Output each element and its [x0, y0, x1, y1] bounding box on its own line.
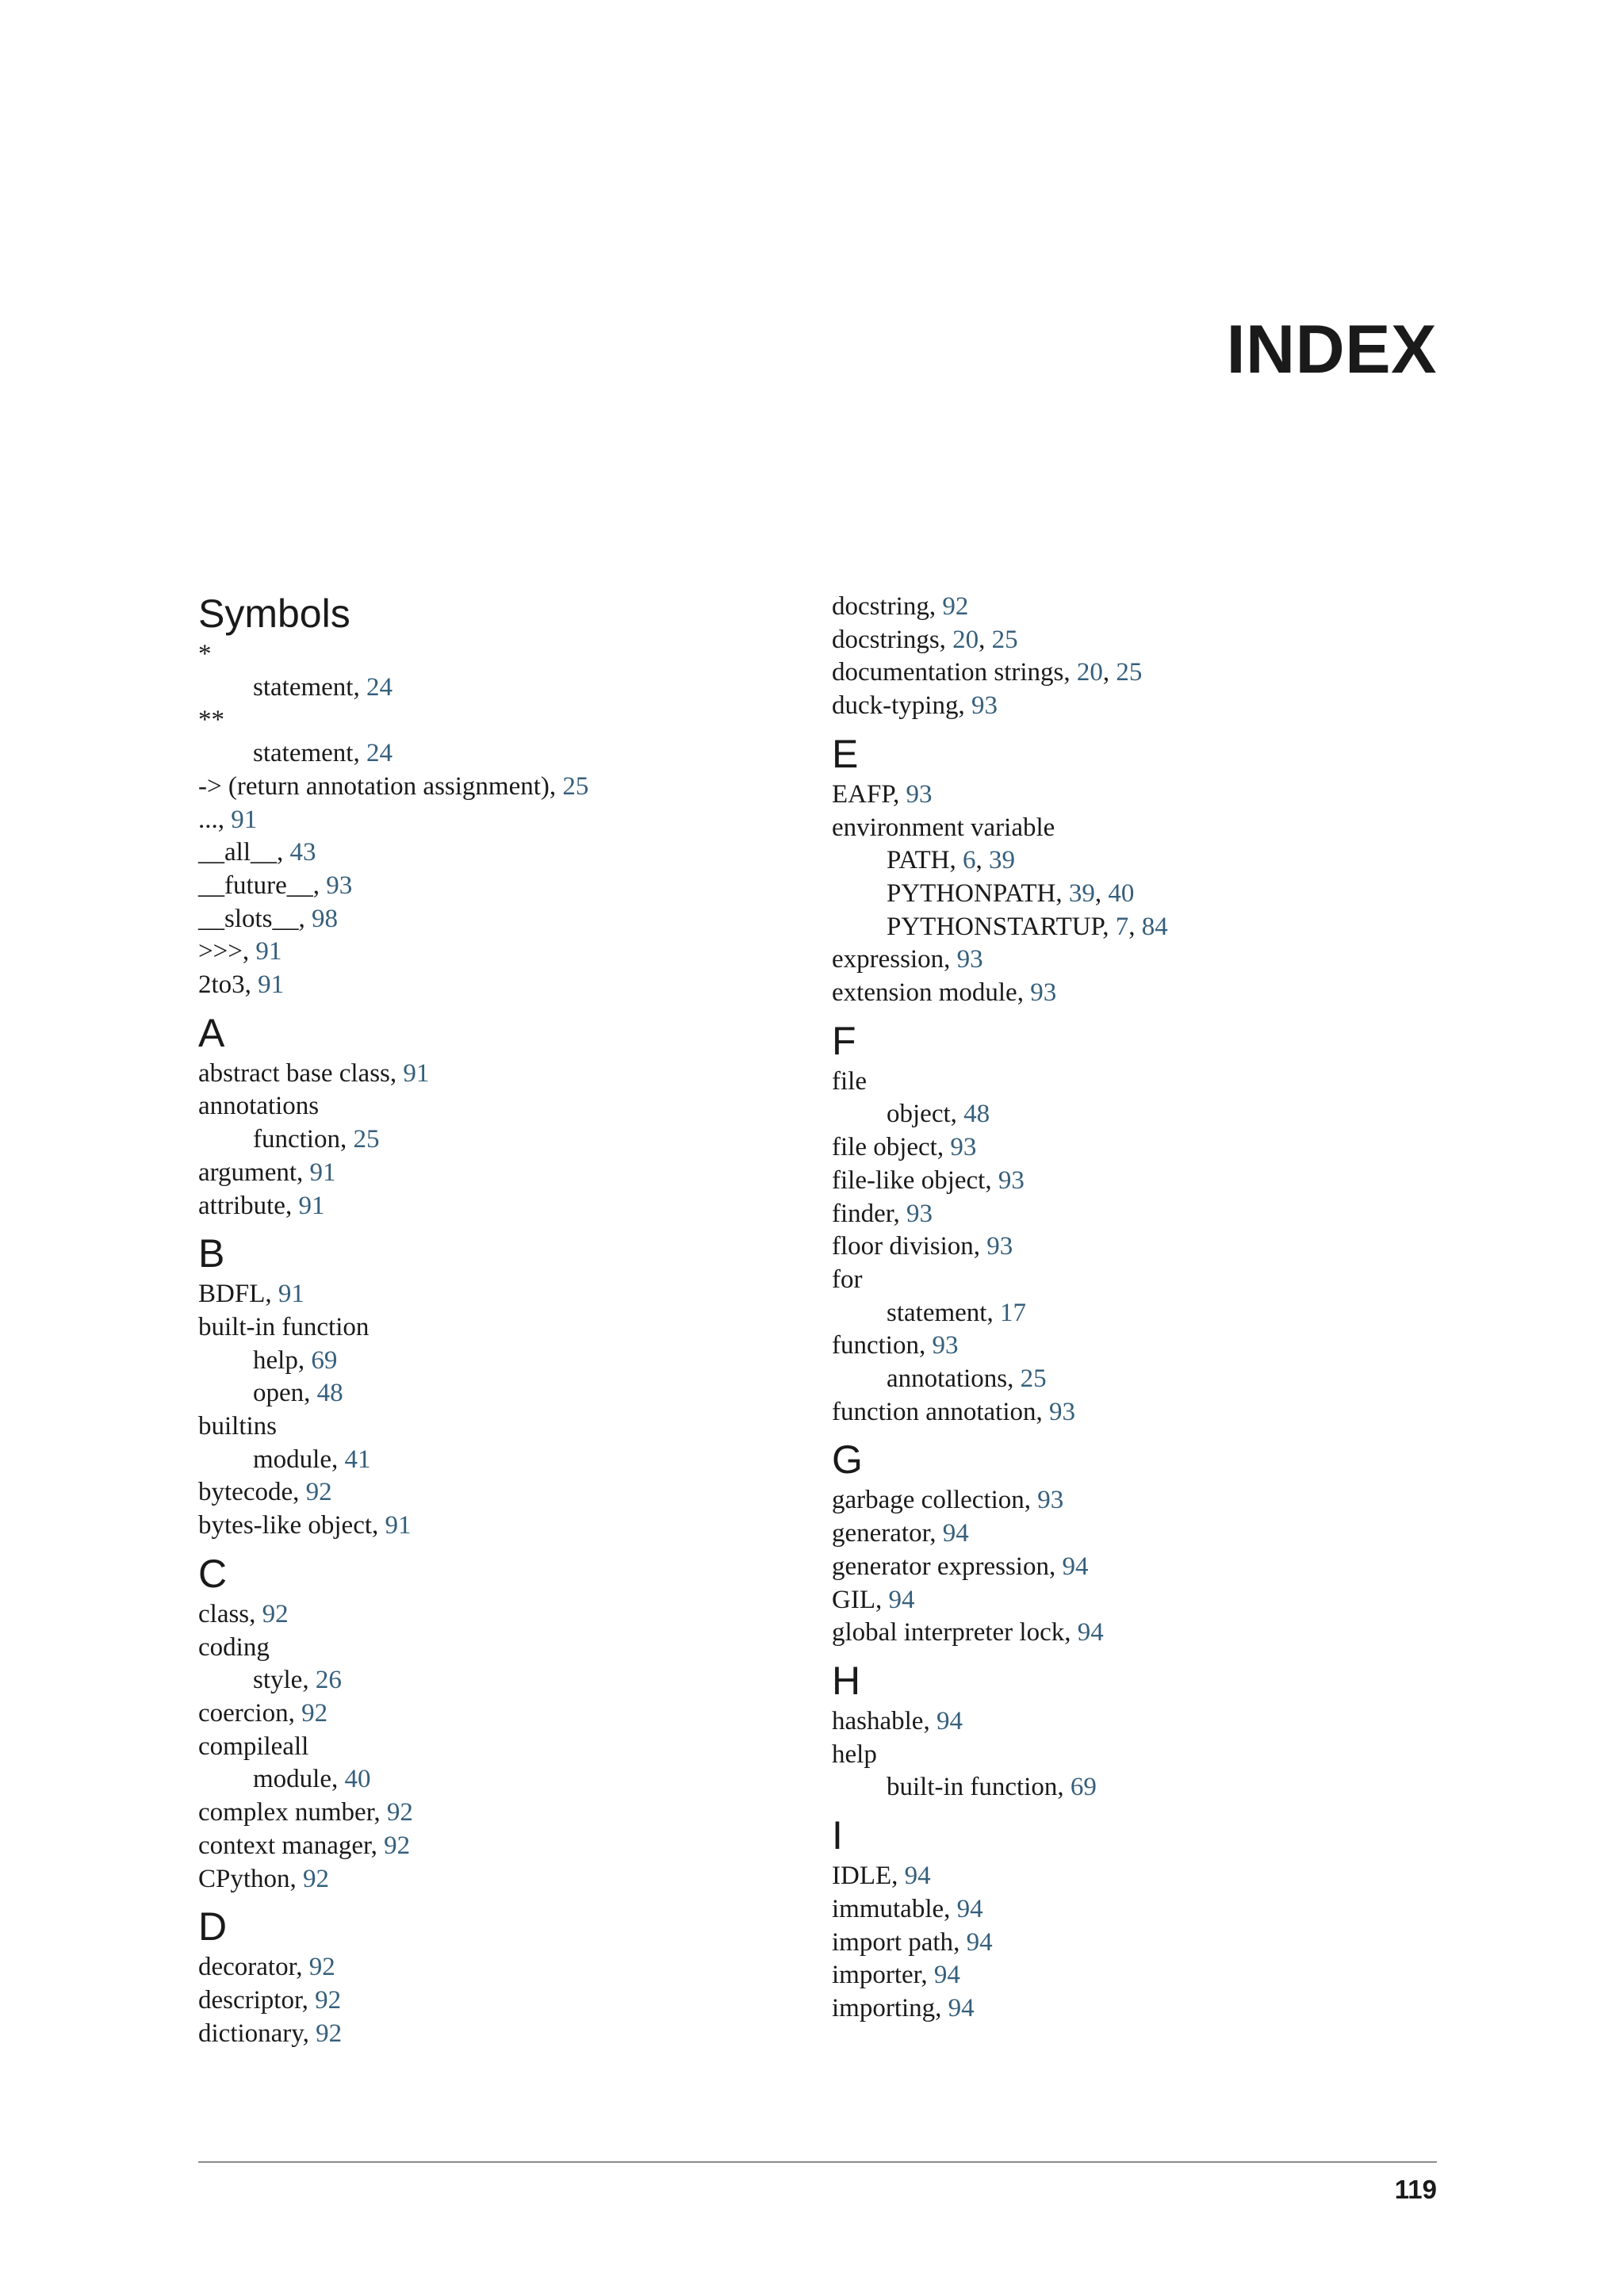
index-entry: __slots__, 98 — [198, 904, 339, 933]
index-subentry: help, 69 — [253, 1345, 338, 1375]
page-reference-link[interactable]: 25 — [562, 771, 589, 801]
page-reference-link[interactable]: 39 — [1068, 878, 1095, 908]
page-reference-link[interactable]: 43 — [289, 838, 316, 867]
index-entry: extension module, 93 — [832, 978, 1057, 1008]
index-term: module — [253, 1445, 331, 1474]
index-term: EAFP — [832, 779, 894, 809]
page-reference-link[interactable]: 94 — [888, 1585, 915, 1614]
page-reference-link[interactable]: 92 — [315, 1985, 342, 2015]
index-term: documentation strings — [832, 658, 1064, 687]
index-entry: floor division, 93 — [832, 1232, 1013, 1261]
index-term: __future__ — [198, 871, 313, 900]
index-term: garbage collection — [832, 1486, 1025, 1515]
index-term: BDFL — [198, 1280, 266, 1309]
index-subentry: annotations, 25 — [887, 1364, 1047, 1394]
index-term: coercion — [198, 1698, 289, 1728]
index-entry: coercion, 92 — [198, 1698, 328, 1728]
index-entry — [832, 812, 1434, 845]
index-entry: immutable, 94 — [832, 1894, 983, 1923]
index-entry — [198, 1410, 801, 1444]
page-reference-link[interactable]: 91 — [278, 1280, 304, 1309]
page-reference-link[interactable]: 92 — [316, 2019, 343, 2048]
index-entry: IDLE, 94 — [832, 1862, 931, 1891]
index-term: PYTHONPATH — [887, 878, 1056, 908]
index-entry: class, 92 — [198, 1599, 289, 1628]
page-reference-link[interactable]: 93 — [906, 779, 933, 809]
index-entry: hashable, 94 — [832, 1706, 963, 1735]
index-term: PYTHONSTARTUP — [887, 912, 1103, 941]
index-entry — [198, 704, 801, 737]
index-entry — [832, 1739, 1434, 1772]
index-section-continued — [832, 591, 1434, 723]
page-reference-link[interactable]: 91 — [258, 970, 285, 1000]
index-term: __slots__ — [198, 904, 299, 933]
index-entry: descriptor, 92 — [198, 1985, 342, 2015]
index-section-i — [832, 1812, 1434, 2026]
index-entry: docstrings, 20, 25 — [832, 625, 1018, 654]
index-term: PATH — [887, 846, 950, 875]
index-entry: 2to3, 91 — [198, 970, 285, 1000]
index-entry: generator, 94 — [832, 1519, 969, 1548]
index-entry: __all__, 43 — [198, 838, 316, 867]
index-entry: expression, 93 — [832, 945, 983, 974]
index-term: object — [887, 1100, 951, 1129]
index-entry: importing, 94 — [832, 1993, 975, 2022]
index-term: function — [253, 1125, 340, 1154]
index-term: descriptor — [198, 1985, 302, 2015]
index-term: annotations — [198, 1092, 320, 1121]
index-term: help — [253, 1345, 298, 1375]
index-term: import path — [832, 1927, 954, 1957]
page-reference-link[interactable]: 93 — [932, 1331, 959, 1360]
index-entry: function annotation, 93 — [832, 1397, 1076, 1426]
index-term: GIL — [832, 1585, 875, 1614]
index-entry: argument, 91 — [198, 1158, 336, 1187]
index-entry: file-like object, 93 — [832, 1165, 1025, 1195]
page-reference-link[interactable]: 41 — [344, 1445, 371, 1474]
page-reference-link[interactable]: 94 — [904, 1862, 931, 1891]
page-reference-link[interactable]: 91 — [403, 1058, 430, 1088]
index-term: duck-typing — [832, 691, 959, 721]
index-entry: importer, 94 — [832, 1961, 960, 1990]
index-term: * — [198, 640, 212, 668]
index-entry: ..., 91 — [198, 805, 258, 834]
section-heading: E — [832, 731, 859, 776]
page-reference-link[interactable]: 25 — [991, 625, 1018, 654]
index-term: file-like object — [832, 1165, 986, 1195]
index-entry: docstring, 92 — [832, 592, 969, 621]
index-entry: attribute, 91 — [198, 1191, 325, 1220]
index-section-c — [198, 1551, 801, 1896]
index-term: importing — [832, 1993, 936, 2022]
index-subentry: statement, 17 — [887, 1298, 1026, 1327]
index-section-h — [832, 1658, 1434, 1804]
index-term: immutable — [832, 1894, 944, 1923]
section-heading: H — [832, 1658, 861, 1703]
index-subentry: PYTHONPATH, 39, 40 — [887, 878, 1135, 908]
index-term: generator expression — [832, 1552, 1049, 1581]
index-term: class — [198, 1599, 250, 1628]
index-term: statement — [253, 672, 354, 702]
page-reference-link[interactable]: 48 — [963, 1100, 990, 1129]
index-term: 2to3 — [198, 970, 245, 1000]
section-heading: B — [198, 1231, 225, 1276]
page-reference-link[interactable]: 69 — [1070, 1773, 1097, 1802]
index-term: bytes-like object — [198, 1511, 373, 1540]
page-reference-link[interactable]: 94 — [956, 1894, 983, 1923]
index-term: attribute — [198, 1191, 285, 1220]
page-reference-link[interactable]: 91 — [385, 1511, 412, 1540]
index-entry — [198, 638, 801, 672]
index-entry: >>>, 91 — [198, 937, 282, 966]
index-entry — [198, 1731, 801, 1764]
section-heading: I — [832, 1813, 843, 1858]
page-reference-link[interactable]: 94 — [966, 1927, 993, 1957]
index-entry — [832, 1264, 1434, 1297]
page-reference-link[interactable]: 6 — [963, 846, 976, 875]
index-entry: documentation strings, 20, 25 — [832, 658, 1143, 687]
page-reference-link[interactable]: 17 — [999, 1298, 1026, 1327]
index-term: built-in function — [887, 1773, 1058, 1802]
index-section-f — [832, 1018, 1434, 1429]
index-term: >>> — [198, 937, 243, 966]
page-reference-link[interactable]: 48 — [316, 1379, 343, 1408]
page-reference-link[interactable]: 93 — [1049, 1397, 1076, 1426]
section-heading: G — [832, 1437, 863, 1483]
index-entry — [198, 1632, 801, 1665]
index-subentry: function, 25 — [253, 1125, 380, 1154]
page-reference-link[interactable]: 93 — [326, 871, 353, 900]
page-reference-link[interactable]: 40 — [344, 1765, 371, 1794]
index-term: built-in function — [198, 1312, 370, 1341]
index-entry: EAFP, 93 — [832, 779, 933, 809]
page-reference-link[interactable]: 93 — [906, 1199, 933, 1228]
index-term: builtins — [198, 1412, 278, 1441]
index-term: ** — [198, 706, 224, 735]
index-column-left — [198, 591, 801, 2050]
index-entry: bytes-like object, 91 — [198, 1511, 412, 1540]
index-term: for — [832, 1265, 863, 1294]
page-reference-link[interactable]: 94 — [933, 1961, 960, 1990]
index-term: IDLE — [832, 1862, 892, 1891]
index-subentry: built-in function, 69 — [887, 1773, 1097, 1802]
page-reference-link[interactable]: 93 — [971, 691, 998, 721]
index-entry: global interpreter lock, 94 — [832, 1618, 1104, 1647]
index-term: context manager — [198, 1831, 371, 1860]
index-term: extension module — [832, 978, 1017, 1008]
page-reference-link[interactable]: 98 — [312, 904, 339, 933]
index-entry: decorator, 92 — [198, 1953, 335, 1982]
index-entry: garbage collection, 93 — [832, 1486, 1064, 1515]
section-heading: C — [198, 1551, 228, 1596]
index-term: docstring — [832, 592, 929, 621]
section-heading: Symbols — [198, 591, 350, 636]
page-reference-link[interactable]: 93 — [950, 1133, 977, 1162]
page-reference-link[interactable]: 94 — [936, 1706, 963, 1735]
index-subentry: object, 48 — [887, 1100, 990, 1129]
index-entry — [832, 1066, 1434, 1099]
index-entry: generator expression, 94 — [832, 1552, 1089, 1581]
page-reference-link[interactable]: 93 — [986, 1232, 1013, 1261]
page-reference-link[interactable]: 25 — [353, 1125, 380, 1154]
page-number: 119 — [1394, 2175, 1437, 2204]
page-reference-link[interactable]: 92 — [386, 1798, 413, 1827]
page-reference-link[interactable]: 25 — [1116, 658, 1143, 687]
page-reference-link[interactable]: 84 — [1141, 912, 1168, 941]
page-reference-link[interactable]: 40 — [1108, 878, 1135, 908]
index-term: argument — [198, 1158, 297, 1187]
page-reference-link[interactable]: 93 — [1037, 1486, 1064, 1515]
index-column-right — [832, 591, 1434, 2026]
index-entry — [198, 1311, 801, 1345]
index-term: bytecode — [198, 1478, 293, 1507]
index-term: file — [832, 1066, 867, 1096]
index-term: expression — [832, 945, 944, 974]
index-term: CPython — [198, 1864, 290, 1893]
index-entry: GIL, 94 — [832, 1585, 915, 1614]
footer-divider — [198, 2161, 1437, 2163]
index-subentry: statement, 24 — [253, 672, 393, 702]
index-section-b — [198, 1230, 801, 1543]
index-term: environment variable — [832, 813, 1055, 842]
index-term: -> (return annotation assignment) — [198, 771, 550, 801]
page-reference-link[interactable]: 24 — [366, 739, 393, 768]
page-reference-link[interactable]: 94 — [942, 1519, 969, 1548]
index-entry: -> (return annotation assignment), 25 — [198, 771, 589, 801]
page-reference-link[interactable]: 26 — [315, 1666, 342, 1695]
index-entry — [198, 1090, 801, 1123]
page-reference-link[interactable]: 93 — [1030, 978, 1057, 1008]
index-term: style — [253, 1666, 303, 1695]
index-term: global interpreter lock — [832, 1618, 1065, 1647]
index-entry: dictionary, 92 — [198, 2019, 343, 2048]
page-reference-link[interactable]: 91 — [298, 1191, 325, 1220]
index-subentry: PATH, 6, 39 — [887, 846, 1015, 875]
page-reference-link[interactable]: 92 — [303, 1864, 330, 1893]
index-term: open — [253, 1379, 304, 1408]
index-term: dictionary — [198, 2019, 303, 2048]
index-term: compileall — [198, 1732, 309, 1761]
index-section-symbols — [198, 591, 801, 1002]
index-term: abstract base class — [198, 1058, 390, 1088]
index-term: statement — [253, 739, 354, 768]
index-term: module — [253, 1765, 331, 1794]
page-reference-link[interactable]: 92 — [301, 1698, 328, 1728]
index-term: ... — [198, 805, 218, 834]
page-reference-link[interactable]: 92 — [262, 1599, 289, 1628]
index-term: hashable — [832, 1706, 924, 1735]
section-heading: D — [198, 1904, 228, 1950]
section-heading: F — [832, 1018, 856, 1063]
index-subentry: statement, 24 — [253, 739, 393, 768]
index-entry: function, 93 — [832, 1331, 959, 1360]
page-reference-link[interactable]: 92 — [384, 1831, 411, 1860]
index-entry: complex number, 92 — [198, 1798, 413, 1827]
index-entry: bytecode, 92 — [198, 1478, 332, 1507]
index-subentry: style, 26 — [253, 1666, 342, 1695]
index-term: function — [832, 1331, 919, 1360]
index-entry: CPython, 92 — [198, 1864, 330, 1893]
index-term: function annotation — [832, 1397, 1036, 1426]
index-term: decorator — [198, 1953, 297, 1982]
index-subentry: open, 48 — [253, 1379, 343, 1408]
page-reference-link[interactable]: 91 — [309, 1158, 336, 1187]
index-term: annotations — [887, 1364, 1008, 1394]
index-entry: file object, 93 — [832, 1133, 977, 1162]
page-reference-link[interactable]: 94 — [948, 1993, 975, 2022]
index-entry: __future__, 93 — [198, 871, 353, 900]
index-entry: abstract base class, 91 — [198, 1058, 430, 1088]
index-term: generator — [832, 1519, 930, 1548]
page-reference-link[interactable]: 91 — [255, 937, 282, 966]
index-section-a — [198, 1010, 801, 1223]
page-reference-link[interactable]: 93 — [956, 945, 983, 974]
page-reference-link[interactable]: 92 — [305, 1478, 332, 1507]
index-term: file object — [832, 1133, 937, 1162]
index-term: docstrings — [832, 625, 940, 654]
page-reference-link[interactable]: 91 — [231, 805, 258, 834]
page-reference-link[interactable]: 25 — [1020, 1364, 1047, 1394]
index-entry: context manager, 92 — [198, 1831, 411, 1860]
page-reference-link[interactable]: 92 — [942, 592, 969, 621]
page-reference-link[interactable]: 20 — [952, 625, 979, 654]
index-term: help — [832, 1739, 877, 1769]
section-heading: A — [198, 1010, 225, 1055]
page-reference-link[interactable]: 93 — [998, 1165, 1025, 1195]
index-term: __all__ — [198, 838, 277, 867]
page-reference-link[interactable]: 94 — [1062, 1552, 1089, 1581]
index-term: finder — [832, 1199, 894, 1228]
page-reference-link[interactable]: 7 — [1115, 912, 1129, 941]
index-term: importer — [832, 1961, 921, 1990]
index-entry: finder, 93 — [832, 1199, 933, 1228]
page-reference-link[interactable]: 92 — [308, 1953, 335, 1982]
index-section-e — [832, 731, 1434, 1010]
page-title: INDEX — [1226, 312, 1437, 388]
page-reference-link[interactable]: 94 — [1077, 1618, 1104, 1647]
index-subentry: module, 40 — [253, 1765, 371, 1794]
index-entry: import path, 94 — [832, 1927, 993, 1957]
index-section-g — [832, 1437, 1434, 1650]
index-term: complex number — [198, 1798, 374, 1827]
index-subentry: module, 41 — [253, 1445, 371, 1474]
index-term: coding — [198, 1632, 270, 1662]
page-reference-link[interactable]: 20 — [1076, 658, 1103, 687]
page-reference-link[interactable]: 24 — [366, 672, 393, 702]
page-reference-link[interactable]: 39 — [989, 846, 1015, 875]
index-section-d — [198, 1904, 801, 2050]
index-entry: duck-typing, 93 — [832, 691, 998, 721]
index-subentry: PYTHONSTARTUP, 7, 84 — [887, 912, 1168, 941]
page-reference-link[interactable]: 69 — [311, 1345, 338, 1375]
index-term: floor division — [832, 1232, 974, 1261]
index-entry: BDFL, 91 — [198, 1280, 304, 1309]
index-term: statement — [887, 1298, 987, 1327]
